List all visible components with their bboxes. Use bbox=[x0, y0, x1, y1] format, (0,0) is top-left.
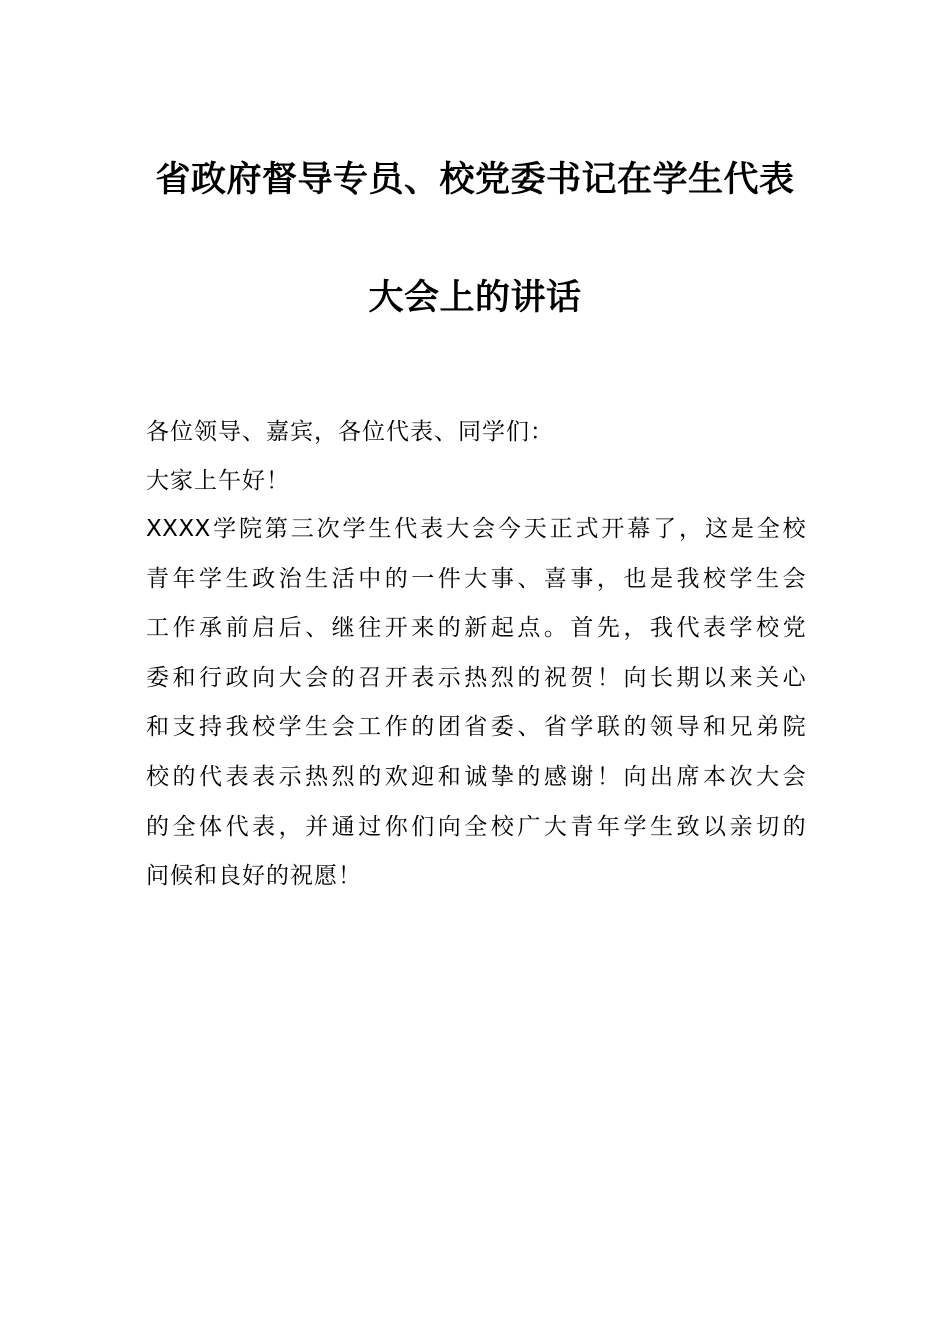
paragraph-line: 和支持我校学生会工作的团省委、省学联的领导和兄弟院 bbox=[146, 714, 806, 741]
document-title-line-2: 大会上的讲话 bbox=[368, 277, 582, 318]
document-title-line-1: 省政府督导专员、校党委书记在学生代表 bbox=[155, 159, 795, 200]
salutation: 各位领导、嘉宾，各位代表、同学们： bbox=[146, 419, 554, 445]
paragraph-line: 委和行政向大会的召开表示热烈的祝贺！向长期以来关心 bbox=[146, 664, 806, 691]
greeting: 大家上午好！ bbox=[146, 468, 290, 494]
paragraph-line: 的全体代表，并通过你们向全校广大青年学生致以亲切的 bbox=[146, 813, 806, 840]
paragraph-line: XXXX学院第三次学生代表大会今天正式开幕了，这是全校 bbox=[146, 516, 806, 542]
paragraph-line: 工作承前启后、继往开来的新起点。首先，我代表学校党 bbox=[146, 615, 806, 642]
paragraph-line: 校的代表表示热烈的欢迎和诚挚的感谢！向出席本次大会 bbox=[146, 763, 806, 790]
paragraph-line: 问候和良好的祝愿！ bbox=[146, 863, 362, 890]
paragraph-line: 青年学生政治生活中的一件大事、喜事，也是我校学生会 bbox=[146, 565, 806, 592]
opening-paragraph bbox=[146, 505, 806, 902]
